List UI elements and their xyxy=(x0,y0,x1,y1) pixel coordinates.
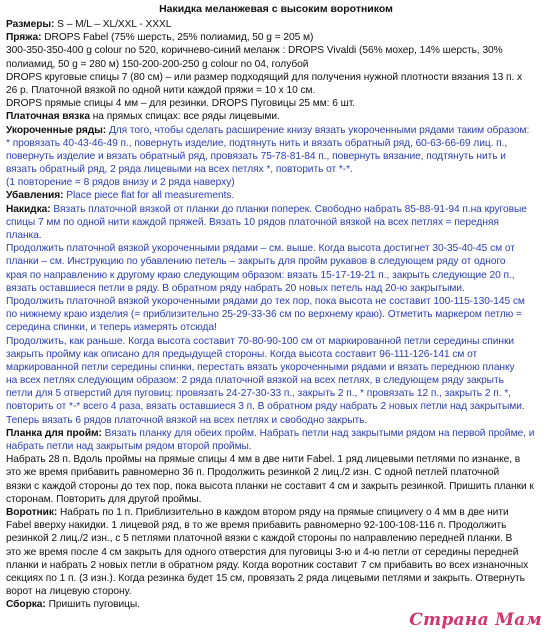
watermark-logo: Страна Мам xyxy=(409,610,542,630)
text-segment: на прямых спицах: все ряды лицевыми. xyxy=(92,111,280,123)
text-line xyxy=(6,440,546,453)
text-segment: по нижнему краю изделия (= приблизительно 25-29-33-36 см по верхнему краю). Отметить маркером петлю = xyxy=(6,309,522,321)
text-line xyxy=(6,308,546,321)
text-line xyxy=(6,229,546,242)
text-segment: вязки с каждой стороны до тех пор, пока высота планки не составит 4 см и закрыть резинкой. Пришить планки к xyxy=(6,480,534,492)
text-segment: Вязать планку для обеих пройм. Набрать петли над закрытыми рядом на первой пройме, и xyxy=(104,427,535,439)
text-line xyxy=(6,124,546,137)
text-segment: Продолжить платочной вязкой укороченными рядами до тех пор, пока высота не составит 100-115-130-145 см xyxy=(6,295,525,307)
text-segment: полиамид, 50 g = 280 м) 150-200-200-250 g colour no 04, голубой xyxy=(6,58,309,70)
section-heading: Убавления: xyxy=(6,190,67,202)
text-line xyxy=(6,335,546,348)
text-segment: повернуть изделие и вязать обратный ряд, провязать 75-78-81-84 п., повернуть вязание, подтянуть нить и xyxy=(6,150,506,162)
text-line xyxy=(6,466,546,479)
text-line xyxy=(6,282,546,295)
section-heading: Планка для пройм: xyxy=(6,427,105,439)
text-segment: середина спинки, и теперь измерять отсюда! xyxy=(6,322,217,334)
text-line xyxy=(6,189,546,202)
text-segment: это же время после 4 см закрыть для одного отверстия для пуговицы 3-ю и 4-ю петли от середины передней xyxy=(6,546,519,558)
text-line xyxy=(6,532,546,545)
text-segment: DROPS прямые спицы 4 мм – для резинки. DROPS Пуговицы 25 мм: 6 шт. xyxy=(6,98,356,110)
section-heading: Сборка: xyxy=(6,599,49,611)
text-line xyxy=(6,31,546,44)
text-line xyxy=(6,374,546,387)
text-segment: закрыть пройму как описано для предыдущей стороны. Когда высота составит 96-111-126-141 см от xyxy=(6,348,478,360)
text-line xyxy=(6,506,546,519)
text-line xyxy=(6,414,546,427)
text-line xyxy=(6,216,546,229)
section-heading: Накидка: xyxy=(6,203,54,215)
section-heading: Пряжа: xyxy=(6,32,45,44)
text-segment: 26 р. Платочной вязкой по одной нити каждой пряжи = 10 х 10 см. xyxy=(6,84,316,96)
text-line xyxy=(6,269,546,282)
text-segment: DROPS круговые спицы 7 (80 см) – или размер подходящий для получения нужной плотности вязания 13 п. х xyxy=(6,71,523,83)
text-segment: Для того, чтобы сделать расширение книзу вязать укороченными рядами таким образом: xyxy=(108,124,530,136)
section-heading: Платочная вязка xyxy=(6,111,93,123)
section-heading: Воротник: xyxy=(6,506,60,518)
text-segment: маркированной петли середины спинки, перестать вязать укороченными рядами и вязать переднюю планку xyxy=(6,361,515,373)
text-line xyxy=(6,255,546,268)
text-line xyxy=(6,137,546,150)
text-line xyxy=(6,348,546,361)
document-body xyxy=(6,18,546,611)
text-segment: Продолжить, как раньше. Когда высота составит 70-80-90-100 см от маркированной петли середины спинки xyxy=(6,335,515,347)
text-segment: спицы 7 мм по одной нити каждой пряжей. Вязать 10 рядов платочной вязкой на всех петлях = передняя xyxy=(6,216,499,228)
text-line xyxy=(6,44,546,57)
text-line xyxy=(6,110,546,123)
text-segment: DROPS Fabel (75% шерсть, 25% полиамид, 50 g = 205 м) xyxy=(44,32,314,44)
text-line xyxy=(6,150,546,163)
text-segment: планки и набрать 2 новых петли в обратном ряду. Когда воротник составит 7 см прибавить во всех изнаночных xyxy=(6,559,529,571)
text-line xyxy=(6,427,546,440)
text-line xyxy=(6,58,546,71)
text-line xyxy=(6,242,546,255)
text-segment: ворот на лицевую сторону. xyxy=(6,586,132,598)
text-line xyxy=(6,321,546,334)
text-segment: планка. xyxy=(6,230,42,241)
text-line xyxy=(6,203,546,216)
text-segment: на всех петлях следующим образом: 2 ряда платочной вязкой на всех петлях, в следующем ряду закрыть xyxy=(6,375,504,387)
text-segment: Теперь вязать 6 рядов платочной вязкой на всех петлях и свободно закрыть. xyxy=(6,414,368,426)
text-segment: S – M/L – XL/XXL - XXXL xyxy=(57,19,172,30)
text-segment: сторонам. Повторить для другой проймы. xyxy=(6,493,202,505)
text-line xyxy=(6,546,546,559)
text-segment: Набрать по 1 п. Приблизительно в каждом втором ряду на прямые спициvery о 4 мм в две нити xyxy=(60,506,509,518)
text-line xyxy=(6,295,546,308)
text-line xyxy=(6,572,546,585)
text-line xyxy=(6,559,546,572)
text-line xyxy=(6,176,546,189)
text-segment: повторить от *-* всего 4 раза, вязать оставшиеся 3 п. В обратном ряду набрать 2 новых петли над закрытыми. xyxy=(6,401,525,413)
text-line xyxy=(6,453,546,466)
text-segment: Вязать платочной вязкой от планки до планки поперек. Свободно набрать 85-88-91-94 п.на круговые xyxy=(53,203,527,215)
text-line xyxy=(6,97,546,110)
text-segment: Набрать 28 п. Вдоль проймы на прямые спицы 4 мм в две нити Fabel. 1 ряд лицевыми петлями по изнанке, в xyxy=(6,454,521,466)
text-segment: вязать обратный ряд, 2 ряда лицевыми на всех петлях *, повторить от *-*. xyxy=(6,164,353,176)
text-line xyxy=(6,163,546,176)
text-segment: петли для 5 отверстий для пуговиц: провязать 24-27-30-33 п., закрыть 2 п., * провязать 12 п., закрыть 2 п. *, xyxy=(6,388,511,400)
text-segment: Fabel вверху накидки. 1 лицевой ряд, в то же время прибавить равномерно 92-100-108-116 п. Продолжить xyxy=(6,520,507,532)
text-segment: Пришить пуговицы. xyxy=(48,599,140,611)
text-segment: набрать петли над закрытым рядом второй проймы. xyxy=(6,441,252,452)
text-line xyxy=(6,84,546,97)
text-segment: резинкой 2 лиц./2 изн., с 5 петлями платочной вязки с каждой стороны по направлению передней планки. В xyxy=(6,533,513,545)
text-line xyxy=(6,18,546,31)
text-segment: 300-350-350-400 g colour no 520, коричнево-синий меланж : DROPS Vivaldi (56% мохер, 14% шерсть, 30% xyxy=(6,45,503,57)
text-segment: края по направлению к другому краю следующим образом: вязать 15-17-19-21 п., закрыть следующие 20 п., xyxy=(6,269,515,281)
text-line xyxy=(6,480,546,493)
text-line xyxy=(6,493,546,506)
text-segment: это же время прибавить равномерно 36 п. Продолжить резинкой 2 лиц./2 изн. С одной петлей платочной xyxy=(6,467,500,479)
text-segment: вязать оставшиеся петли в ряду. В обратном ряду набрать 20 новых петель над 20-ю закрытыми. xyxy=(6,282,465,294)
text-line xyxy=(6,585,546,598)
text-segment: * провязать 40-43-46-49 п., повернуть изделие, подтянуть нить и вязать обратный ряд, 60-63-66-69 лиц. п., xyxy=(6,137,508,149)
section-heading: Укороченные ряды: xyxy=(6,124,109,136)
text-segment: планки – см. Инструкцию по убавлению петель – закрыть для пройм рукавов в следующем ряду от одного xyxy=(6,256,506,268)
text-segment: (1 повторение = 8 рядов внизу и 2 ряда наверху) xyxy=(6,177,235,189)
section-heading: Размеры: xyxy=(6,19,58,30)
text-line xyxy=(6,71,546,84)
text-line xyxy=(6,400,546,413)
text-line xyxy=(6,519,546,532)
text-segment: Place piece flat for all measurements. xyxy=(66,190,235,202)
text-line xyxy=(6,361,546,374)
document-title: Накидка меланжевая с высоким воротником xyxy=(159,3,393,15)
text-line xyxy=(6,387,546,400)
text-segment: Продолжить платочной вязкой укороченными рядами – см. выше. Когда высота достигнет 30-35-40-45 см от xyxy=(6,243,515,255)
text-segment: секциях по 1 п. (3 изн.). Когда резинка будет 15 см, провязать 2 ряда лицевыми петлями и закрыть. Отвернуть xyxy=(6,572,525,584)
